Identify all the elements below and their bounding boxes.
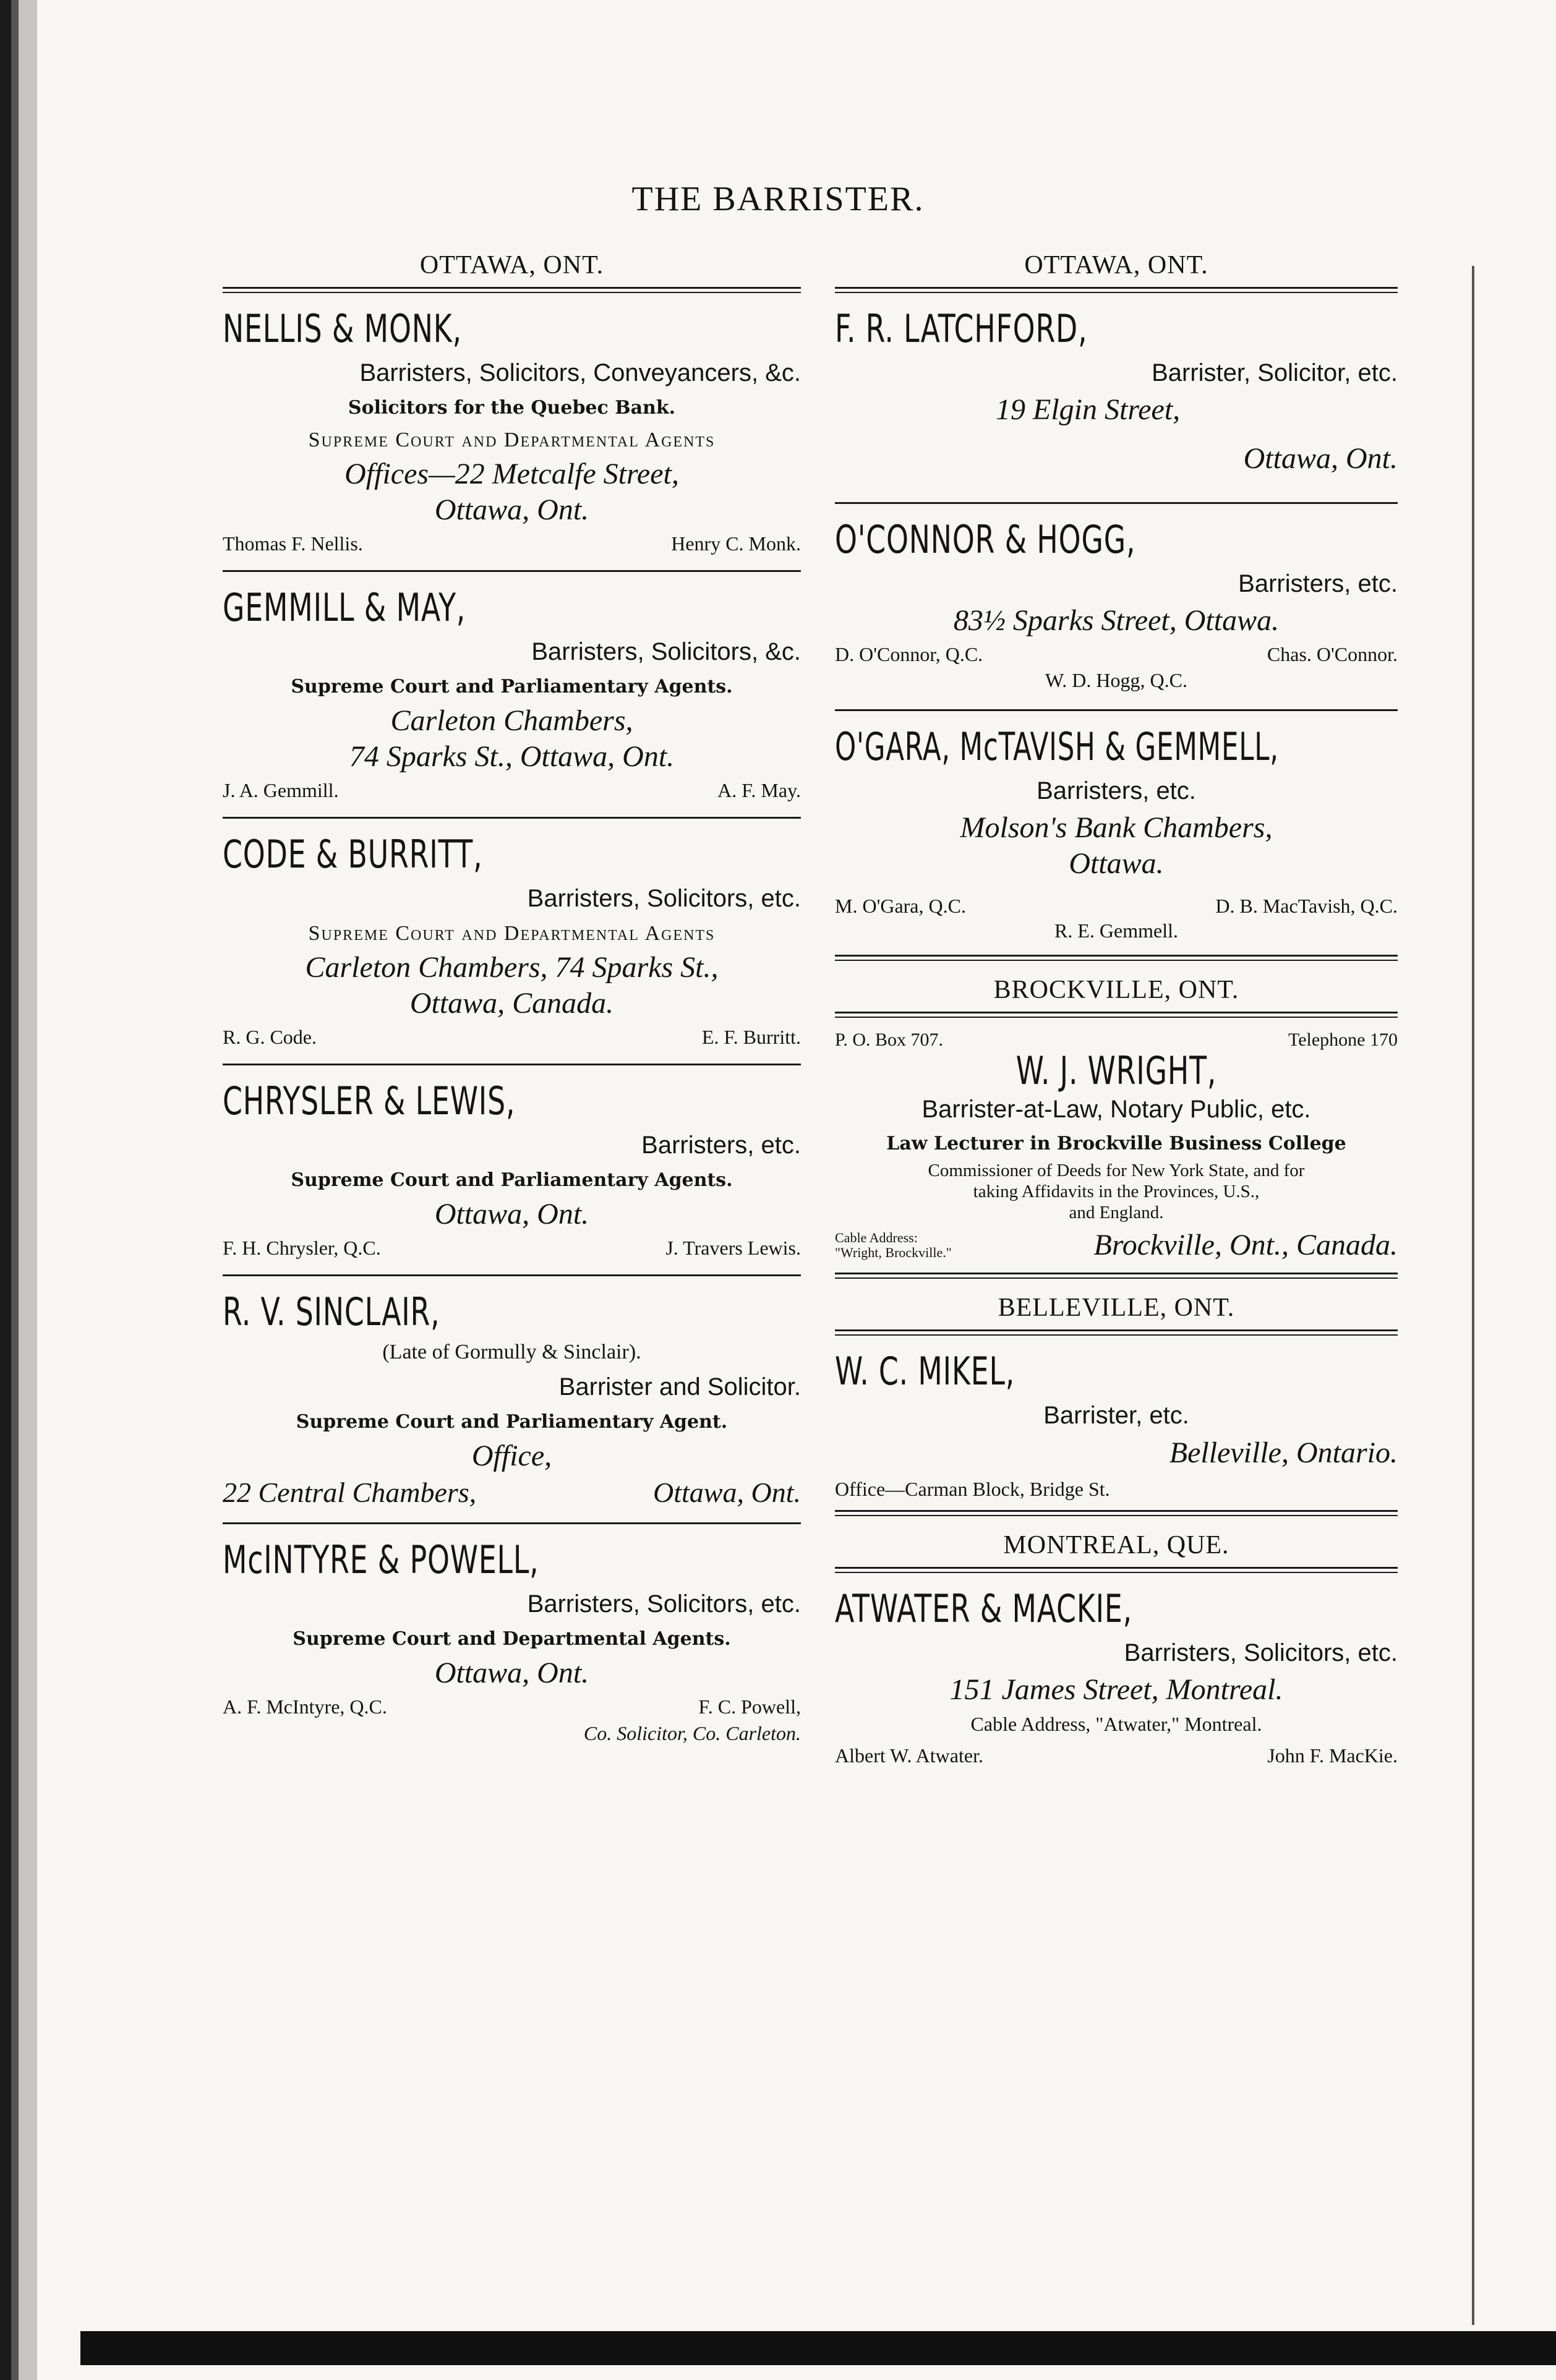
firm-note: Supreme Court and Departmental Agents. bbox=[293, 1628, 731, 1650]
partner-names bbox=[835, 890, 1398, 921]
divider bbox=[223, 570, 801, 572]
firm-role: Barristers, Solicitors, etc. bbox=[1124, 1639, 1398, 1666]
card-nellis-monk bbox=[223, 304, 801, 559]
divider bbox=[223, 1064, 801, 1065]
partner-names bbox=[835, 639, 1398, 670]
office-address: Office—Carman Block, Bridge St. bbox=[835, 1478, 1110, 1500]
card-oconnor-hogg bbox=[835, 515, 1398, 691]
firm-note: Solicitors for the Quebec Bank. bbox=[348, 397, 676, 419]
double-rule bbox=[835, 287, 1398, 293]
firm-name: NELLIS & MONK, bbox=[223, 306, 462, 351]
firm-name: GEMMILL & MAY, bbox=[223, 585, 466, 630]
firm-address: Ottawa, Ont. bbox=[434, 1198, 589, 1231]
firm-role: Barrister-at-Law, Notary Public, etc. bbox=[921, 1096, 1311, 1123]
office-left: 22 Central Chambers, bbox=[223, 1477, 477, 1508]
card-atwater-mackie bbox=[835, 1584, 1398, 1771]
card-gemmill-may bbox=[223, 583, 801, 806]
partner-name: J. Travers Lewis. bbox=[665, 1237, 801, 1259]
firm-address: Ottawa, Ont. bbox=[434, 1657, 589, 1689]
firm-name: R. V. SINCLAIR, bbox=[223, 1289, 440, 1334]
firm-address: 74 Sparks St., Ottawa, Ont. bbox=[349, 740, 675, 773]
partner-name: R. G. Code. bbox=[223, 1026, 317, 1048]
double-rule bbox=[835, 1273, 1398, 1279]
firm-note: Supreme Court and Parliamentary Agents. bbox=[291, 1169, 733, 1191]
partner-name: A. F. May. bbox=[717, 779, 801, 801]
partner-name: D. O'Connor, Q.C. bbox=[835, 643, 983, 665]
divider bbox=[223, 1522, 801, 1524]
double-rule bbox=[835, 1329, 1398, 1336]
firm-role: Barrister and Solicitor. bbox=[558, 1373, 801, 1401]
partner-name: Thomas F. Nellis. bbox=[223, 532, 363, 555]
firm-city: Belleville, Ontario. bbox=[1169, 1436, 1398, 1469]
firm-address: Ottawa, Canada. bbox=[409, 987, 614, 1020]
partner-name: F. C. Powell, bbox=[698, 1695, 801, 1718]
divider bbox=[223, 817, 801, 819]
office-right: Ottawa, Ont. bbox=[653, 1477, 801, 1508]
city-heading: BELLEVILLE, ONT. bbox=[998, 1294, 1235, 1322]
commission-line: Commissioner of Deeds for New York State, and for bbox=[928, 1161, 1305, 1180]
firm-name: O'CONNOR & HOGG, bbox=[835, 517, 1136, 562]
firm-note: Supreme Court and Parliamentary Agents. bbox=[291, 676, 733, 697]
commission-line: and England. bbox=[1069, 1203, 1164, 1222]
double-rule bbox=[835, 1510, 1398, 1516]
partner-name: Chas. O'Connor. bbox=[1267, 643, 1398, 665]
cable-line bbox=[835, 1227, 1398, 1264]
double-rule bbox=[223, 287, 801, 293]
firm-role: Barristers, etc. bbox=[1238, 570, 1398, 597]
divider bbox=[835, 709, 1398, 711]
po-box: P. O. Box 707. bbox=[835, 1030, 944, 1050]
partner-names bbox=[223, 1691, 801, 1722]
partner-names bbox=[223, 1022, 801, 1052]
card-latchford bbox=[835, 304, 1398, 477]
partner-name: E. F. Burritt. bbox=[701, 1026, 801, 1048]
partner-names bbox=[835, 1740, 1398, 1771]
double-rule bbox=[835, 955, 1398, 961]
firm-note: Supreme Court and Parliamentary Agent. bbox=[296, 1411, 728, 1433]
partner-name: M. O'Gara, Q.C. bbox=[835, 895, 966, 917]
cable-address bbox=[835, 1231, 952, 1260]
page-title: THE BARRISTER. bbox=[631, 180, 925, 218]
divider bbox=[223, 1274, 801, 1276]
firm-agents: Supreme Court and Departmental Agents bbox=[308, 429, 716, 451]
firm-address: 83½ Sparks Street, Ottawa. bbox=[953, 604, 1280, 637]
firm-address: Molson's Bank Chambers, bbox=[960, 811, 1273, 844]
firm-role: Barrister, Solicitor, etc. bbox=[1152, 359, 1398, 386]
firm-name: O'GARA, McTAVISH & GEMMELL, bbox=[835, 724, 1279, 769]
city-heading: OTTAWA, ONT. bbox=[419, 251, 604, 279]
partner-names bbox=[223, 775, 801, 806]
card-ogara bbox=[835, 722, 1398, 940]
firm-city: Brockville, Ont., Canada. bbox=[1093, 1229, 1398, 1261]
card-code-burritt bbox=[223, 830, 801, 1052]
firm-role: Barristers, Solicitors, Conveyancers, &c. bbox=[359, 359, 801, 386]
card-mcintyre-powell bbox=[223, 1535, 801, 1744]
firm-role: Barrister, etc. bbox=[1043, 1402, 1189, 1429]
partner-name: R. E. Gemmell. bbox=[1054, 919, 1178, 942]
firm-role: Barristers, Solicitors, etc. bbox=[527, 1590, 801, 1618]
partner-name: W. D. Hogg, Q.C. bbox=[1045, 669, 1187, 691]
partner-name: J. A. Gemmill. bbox=[223, 779, 339, 801]
firm-name: CODE & BURRITT, bbox=[223, 832, 483, 877]
card-wright bbox=[835, 1029, 1398, 1264]
firm-address: Ottawa. bbox=[1069, 847, 1164, 880]
partner-title: Co. Solicitor, Co. Carleton. bbox=[583, 1722, 801, 1744]
firm-address: Offices—22 Metcalfe Street, bbox=[344, 458, 679, 490]
partner-name: D. B. MacTavish, Q.C. bbox=[1215, 895, 1398, 917]
firm-name: CHRYSLER & LEWIS, bbox=[223, 1078, 516, 1124]
firm-role: Barristers, etc. bbox=[641, 1132, 801, 1159]
partner-name: A. F. McIntyre, Q.C. bbox=[223, 1695, 387, 1718]
firm-note: Law Lecturer in Brockville Business College bbox=[886, 1133, 1346, 1154]
bottom-binding-bar bbox=[80, 2331, 1556, 2365]
office-line bbox=[223, 1474, 801, 1511]
firm-name: F. R. LATCHFORD, bbox=[835, 306, 1088, 351]
cable-label: Cable Address: bbox=[835, 1230, 918, 1245]
firm-history: (Late of Gormully & Sinclair). bbox=[382, 1341, 641, 1363]
firm-address: 151 James Street, Montreal. bbox=[949, 1673, 1283, 1706]
card-mikel bbox=[835, 1347, 1398, 1506]
partner-names bbox=[223, 1232, 801, 1263]
firm-agents: Supreme Court and Departmental Agents bbox=[308, 922, 716, 945]
firm-address: Carleton Chambers, bbox=[390, 704, 633, 737]
commission-line: taking Affidavits in the Provinces, U.S., bbox=[973, 1182, 1260, 1201]
firm-role: Barristers, Solicitors, etc. bbox=[527, 885, 801, 912]
card-chrysler-lewis bbox=[223, 1077, 801, 1263]
firm-city: Ottawa, Ont. bbox=[1243, 442, 1398, 475]
firm-name: W. J. WRIGHT, bbox=[1015, 1048, 1217, 1093]
firm-address: 19 Elgin Street, bbox=[996, 393, 1181, 426]
double-rule bbox=[835, 1567, 1398, 1573]
cable-address: Cable Address, "Atwater," Montreal. bbox=[970, 1713, 1262, 1735]
column-edge-line bbox=[1472, 266, 1474, 2325]
firm-role: Barristers, etc. bbox=[1037, 777, 1196, 804]
divider bbox=[835, 502, 1398, 504]
firm-address: Office, bbox=[471, 1440, 552, 1472]
telephone: Telephone 170 bbox=[1288, 1030, 1398, 1050]
card-sinclair bbox=[223, 1287, 801, 1511]
right-column bbox=[835, 247, 1398, 1771]
left-column bbox=[223, 247, 801, 1744]
firm-address: Carleton Chambers, 74 Sparks St., bbox=[305, 951, 719, 984]
city-heading: BROCKVILLE, ONT. bbox=[993, 976, 1239, 1004]
city-heading: MONTREAL, QUE. bbox=[1003, 1531, 1229, 1559]
city-heading: OTTAWA, ONT. bbox=[1024, 251, 1208, 279]
firm-name: ATWATER & MACKIE, bbox=[835, 1586, 1132, 1631]
partner-name: Albert W. Atwater. bbox=[835, 1744, 983, 1767]
partner-name: Henry C. Monk. bbox=[671, 532, 801, 555]
firm-address: Ottawa, Ont. bbox=[434, 493, 589, 526]
cable-value: "Wright, Brockville." bbox=[835, 1245, 952, 1260]
partner-name: John F. MacKie. bbox=[1267, 1744, 1398, 1767]
double-rule bbox=[835, 1012, 1398, 1018]
firm-name: McINTYRE & POWELL, bbox=[223, 1537, 539, 1582]
firm-name: W. C. MIKEL, bbox=[835, 1349, 1015, 1394]
scanned-page-edge bbox=[0, 0, 37, 2380]
partner-name: F. H. Chrysler, Q.C. bbox=[223, 1237, 381, 1259]
partner-names bbox=[223, 528, 801, 559]
firm-role: Barristers, Solicitors, &c. bbox=[531, 638, 801, 665]
